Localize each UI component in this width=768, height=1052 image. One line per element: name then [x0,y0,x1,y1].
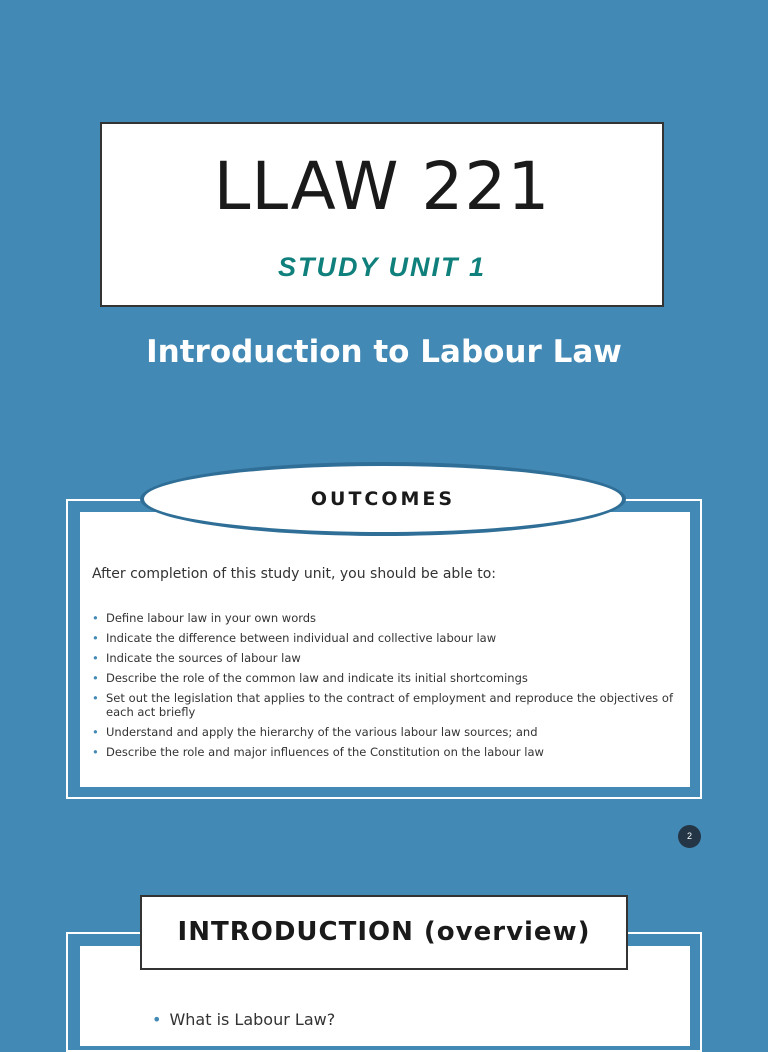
outcomes-list [92,611,673,765]
course-code-title: LLAW 221 [213,148,551,225]
outcomes-lead-text: After completion of this study unit, you should be able to: [92,566,497,582]
slide-heading: Introduction to Labour Law [146,334,622,370]
list-item: • Describe the role and major influences of the Constitution on the labour law [92,745,673,759]
study-unit-subtitle: STUDY UNIT 1 [277,252,487,282]
list-item: • Describe the role of the common law and indicate its initial shortcomings [92,671,673,685]
list-item: • Understand and apply the hierarchy of the various labour law sources; and [92,725,673,739]
list-item [152,1010,335,1029]
list-item: • Indicate the difference between individual and collective labour law [92,631,673,645]
introduction-title: INTRODUCTION (overview) [177,917,591,947]
list-item-text: What is Labour Law? [169,1010,336,1029]
outcomes-badge-label: OUTCOMES [310,488,456,510]
page-number-badge: 2 [678,825,701,848]
title-box [100,122,664,307]
list-item: • Define labour law in your own words [92,611,673,625]
list-item: • Set out the legislation that applies to the contract of employment and reproduce the objectives of each act briefly [92,691,673,719]
list-item: • Indicate the sources of labour law [92,651,673,665]
introduction-title-box [140,895,628,970]
outcomes-badge [140,462,626,536]
bullet-icon: • [152,1010,162,1029]
